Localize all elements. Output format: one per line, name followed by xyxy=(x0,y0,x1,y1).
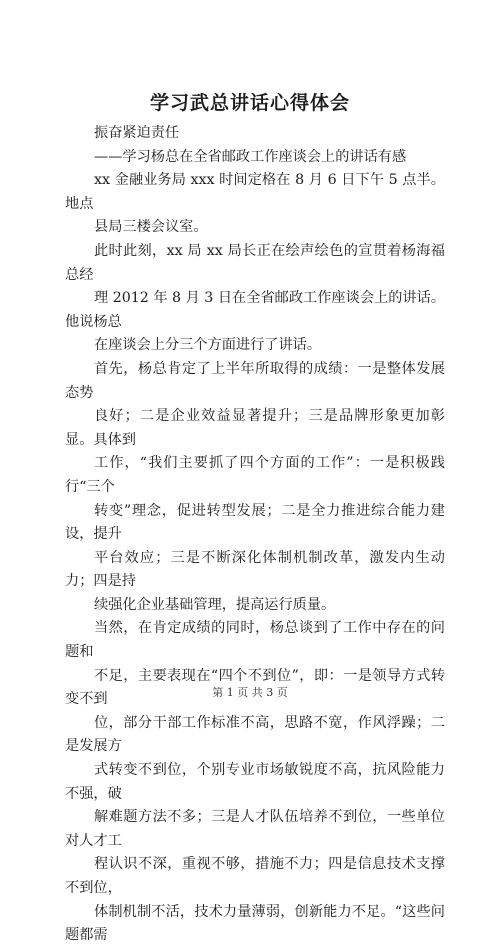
paragraphs xyxy=(65,169,445,948)
page-footer: 第 1 页 共 3 页 xyxy=(212,686,288,699)
paragraph-line: 解难题方法不多；三是人才队伍培养不到位，一些单位对人才工 xyxy=(65,809,445,849)
body-paragraph xyxy=(65,240,445,358)
document-body xyxy=(65,122,445,948)
paragraph-line: 体制机制不活，技术力量薄弱，创新能力不足。“这些问题都需 xyxy=(65,903,445,944)
paragraph-line: 工作，“我们主要抓了四个方面的工作”：一是积极践行“三个 xyxy=(65,455,445,495)
paragraph-line: 位，部分干部工作标准不高，思路不宽，作风浮躁；二是发展方 xyxy=(65,714,445,755)
paragraph-line: 式转变不到位，个别专业市场敏锐度不高，抗风险能力不强，破 xyxy=(65,762,445,802)
paragraph-line: 理 2012 年 8 月 3 日在全省邮政工作座谈会上的讲话。他说杨总 xyxy=(65,290,445,330)
subheading: ——学习杨总在全省邮政工作座谈会上的讲话有感 xyxy=(94,148,407,165)
paragraph-line: 不足，主要表现在“四个不到位”，即：一是领导方式转变不到 xyxy=(65,667,445,708)
paragraph-line: 续强化企业基础管理，提高运行质量。 xyxy=(94,596,336,613)
paragraph-line: 在座谈会上分三个方面进行了讲话。 xyxy=(94,337,322,354)
paragraph-line: 首先，杨总肯定了上半年所取得的成绩：一是整体发展态势 xyxy=(65,360,445,401)
paragraph-line: 县局三楼会议室。 xyxy=(94,219,208,236)
paragraph-line: 良好；二是企业效益显著提升；三是品牌形象更加彰显。具体到 xyxy=(65,408,445,448)
paragraph-line: 当然，在肯定成绩的同时，杨总谈到了工作中存在的问题和 xyxy=(65,620,445,661)
subtitle: 振奋紧迫责任 xyxy=(94,125,180,141)
body-paragraph xyxy=(65,617,445,947)
body-paragraph xyxy=(65,169,445,240)
paragraph-line: 转变”理念，促进转型发展；二是全力推进综合能力建设，提升 xyxy=(65,502,445,543)
paragraph-line: 平台效应；三是不断深化体制机制改革，激发内生动力；四是持 xyxy=(65,549,445,590)
body-paragraph xyxy=(65,358,445,618)
paragraph-line: 程认识不深，重视不够，措施不力；四是信息技术支撑不到位， xyxy=(65,856,445,896)
paragraph-line: 此时此刻，xx 局 xx 局长正在绘声绘色的宣贯着杨海福总经 xyxy=(65,242,445,283)
paragraph-line: xx 金融业务局 xxx 时间定格在 8 月 6 日下午 5 点半。地点 xyxy=(65,172,445,212)
document-title: 学习武总讲话心得体会 xyxy=(149,92,350,114)
